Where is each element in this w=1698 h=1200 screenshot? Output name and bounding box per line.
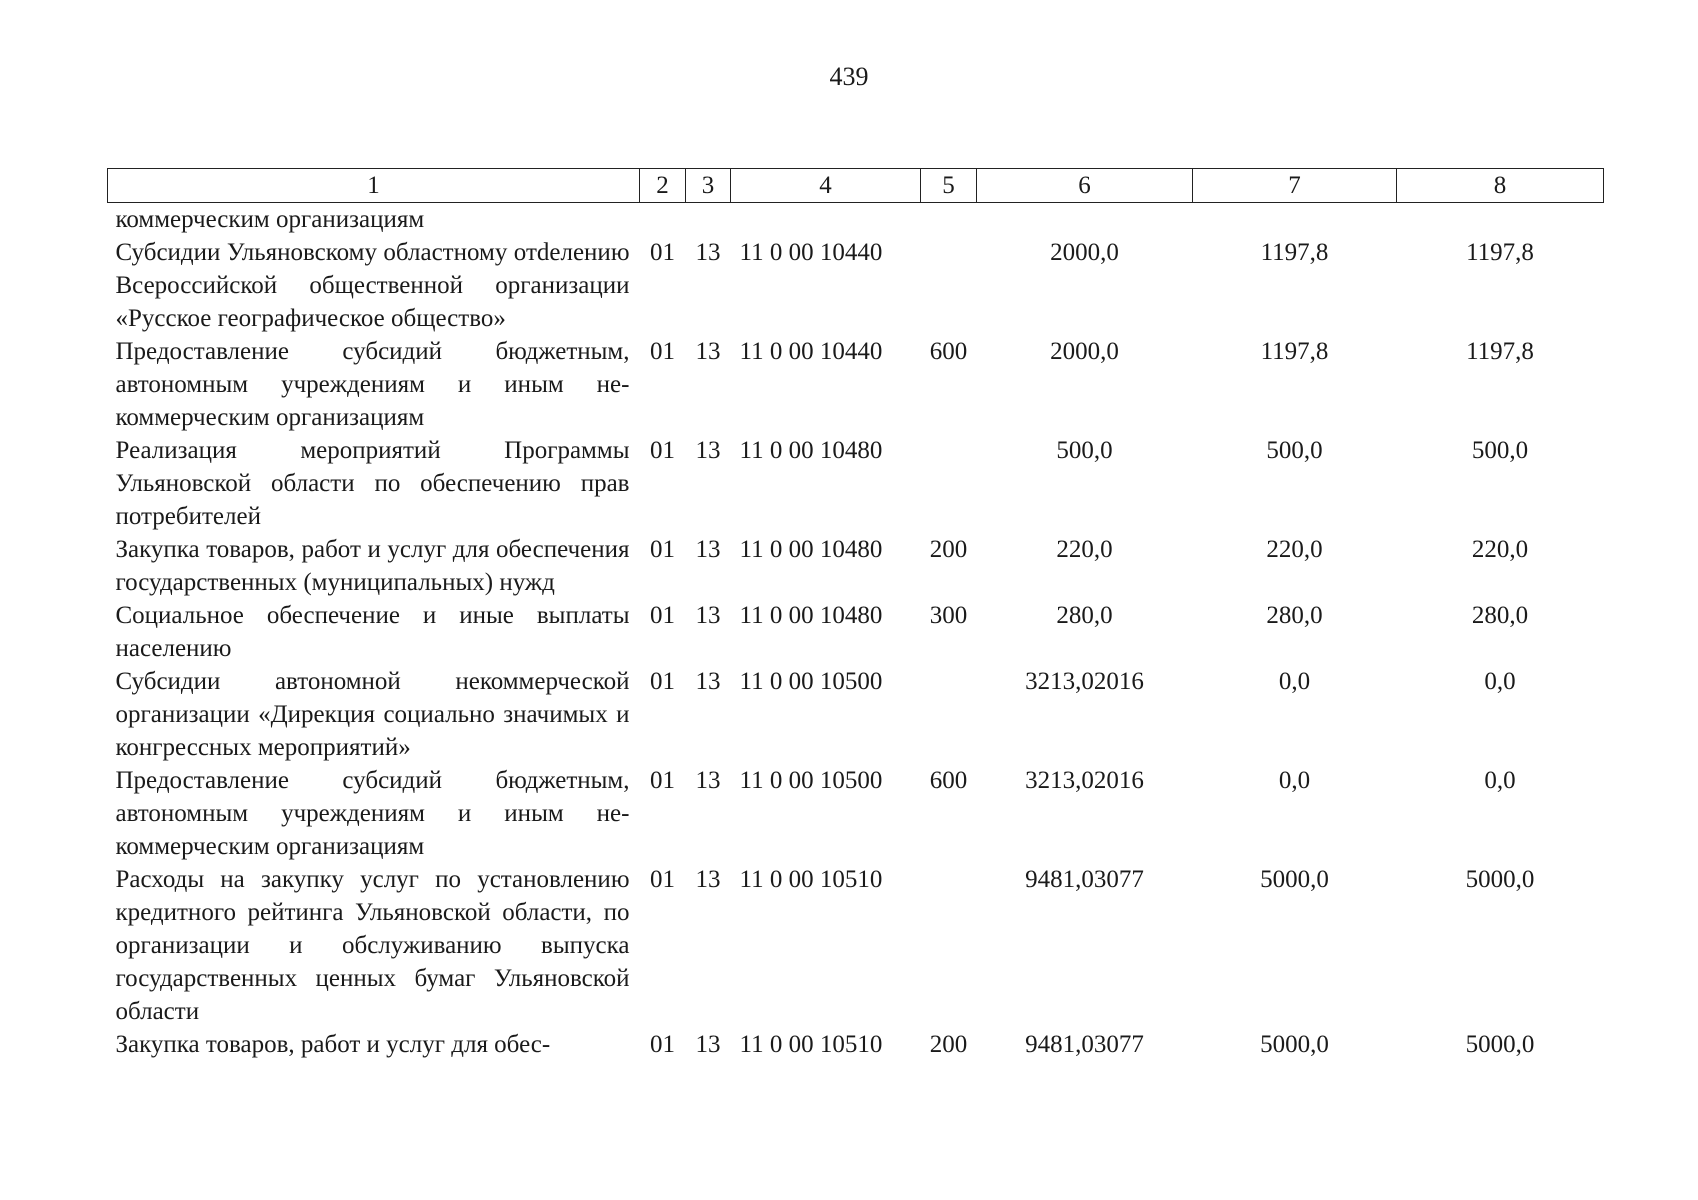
expense-type-code: 200 xyxy=(929,1031,968,1058)
amount-col-8: 500,0 xyxy=(1471,437,1529,464)
row-name: Социальное обеспечение и иные выплаты населению xyxy=(115,602,630,662)
column-header-7: 7 xyxy=(1193,169,1397,203)
target-article-code: 11 0 00 10510 xyxy=(739,1031,883,1058)
target-article-code: 11 0 00 10500 xyxy=(739,668,883,695)
target-article-code: 11 0 00 10510 xyxy=(739,866,883,893)
section-code: 01 xyxy=(650,1031,675,1058)
expense-type-code xyxy=(921,434,977,533)
row-name: Предоставление субсидий бюджетным, автономным учреждениям и иным некоммерческим организациям xyxy=(115,767,630,860)
amount-col-8 xyxy=(1397,203,1604,237)
table-header xyxy=(108,169,1604,203)
row-name: Реализация мероприятий Программы Ульяновской области по обеспечению прав потребителей xyxy=(115,437,630,530)
amount-col-6: 500,0 xyxy=(1056,437,1113,464)
table-row xyxy=(108,764,1604,863)
section-code: 01 xyxy=(650,602,675,629)
target-article-code: 11 0 00 10480 xyxy=(739,536,883,563)
section-code: 01 xyxy=(650,437,675,464)
page-number: 439 xyxy=(829,62,869,91)
expense-type-code: 600 xyxy=(929,338,968,365)
expense-type-code: 600 xyxy=(929,767,968,794)
budget-table xyxy=(107,168,1604,1061)
subsection-code: 13 xyxy=(695,602,721,629)
amount-col-7 xyxy=(1193,203,1397,237)
amount-col-8: 280,0 xyxy=(1471,602,1529,629)
target-article-code: 11 0 00 10440 xyxy=(739,338,883,365)
subsection-code: 13 xyxy=(695,338,721,365)
subsection-code: 13 xyxy=(695,668,721,695)
expense-type-code xyxy=(921,203,977,237)
expense-type-code xyxy=(921,665,977,764)
table-row xyxy=(108,1028,1604,1061)
row-name: Закупка товаров, работ и услуг для обеспечения государственных (муниципальных) нужд xyxy=(115,536,630,596)
column-header-8: 8 xyxy=(1397,169,1604,203)
amount-col-6: 3213,02016 xyxy=(1025,767,1144,794)
amount-col-6: 2000,0 xyxy=(1050,239,1119,266)
amount-col-6: 9481,03077 xyxy=(1025,866,1144,893)
amount-col-8: 0,0 xyxy=(1484,767,1516,794)
amount-col-6: 280,0 xyxy=(1056,602,1113,629)
expense-type-code xyxy=(921,236,977,335)
target-article-code xyxy=(731,203,921,237)
column-header-1: 1 xyxy=(108,169,640,203)
header-row xyxy=(108,169,1604,203)
table-row xyxy=(108,665,1604,764)
column-header-5: 5 xyxy=(921,169,977,203)
table-row xyxy=(108,863,1604,1028)
table-row xyxy=(108,236,1604,335)
target-article-code: 11 0 00 10480 xyxy=(739,602,883,629)
section-code xyxy=(640,203,686,237)
row-name: Субсидии Ульяновскому областному отdелению Всероссийской общественной организации «Русское географическое общество» xyxy=(115,239,630,332)
amount-col-7: 220,0 xyxy=(1266,536,1323,563)
amount-col-6: 3213,02016 xyxy=(1025,668,1144,695)
expense-type-code: 200 xyxy=(929,536,968,563)
subsection-code: 13 xyxy=(695,767,721,794)
amount-col-8: 5000,0 xyxy=(1465,866,1535,893)
section-code: 01 xyxy=(650,338,675,365)
target-article-code: 11 0 00 10500 xyxy=(739,767,883,794)
section-code: 01 xyxy=(650,866,675,893)
subsection-code: 13 xyxy=(695,1031,721,1058)
column-header-6: 6 xyxy=(977,169,1193,203)
amount-col-8: 0,0 xyxy=(1484,668,1516,695)
row-name: Субсидии автономной некоммерческой организации «Дирекция социально значимых и конгрессных мероприятий» xyxy=(115,668,630,761)
row-name: Закупка товаров, работ и услуг для обес- xyxy=(115,1031,551,1058)
subsection-code xyxy=(686,203,731,237)
amount-col-7: 1197,8 xyxy=(1260,338,1329,365)
amount-col-8: 5000,0 xyxy=(1465,1031,1535,1058)
table-body xyxy=(108,203,1604,1062)
section-code: 01 xyxy=(650,668,675,695)
row-name: Предоставление субсидий бюджетным, автономным учреждениям и иным некоммерческим организациям xyxy=(115,338,630,431)
expense-type-code: 300 xyxy=(929,602,968,629)
amount-col-7: 0,0 xyxy=(1278,668,1311,695)
row-name: коммерческим организациям xyxy=(115,206,425,233)
column-header-2: 2 xyxy=(640,169,686,203)
column-header-4: 4 xyxy=(731,169,921,203)
amount-col-8: 220,0 xyxy=(1471,536,1529,563)
subsection-code: 13 xyxy=(695,866,721,893)
amount-col-7: 1197,8 xyxy=(1260,239,1329,266)
amount-col-6: 2000,0 xyxy=(1050,338,1119,365)
amount-col-8: 1197,8 xyxy=(1466,239,1534,266)
amount-col-7: 0,0 xyxy=(1278,767,1311,794)
section-code: 01 xyxy=(650,536,675,563)
amount-col-7: 5000,0 xyxy=(1260,866,1329,893)
amount-col-7: 5000,0 xyxy=(1260,1031,1329,1058)
table-row xyxy=(108,203,1604,237)
table-row xyxy=(108,599,1604,665)
column-header-3: 3 xyxy=(686,169,731,203)
section-code: 01 xyxy=(650,767,675,794)
amount-col-8: 1197,8 xyxy=(1466,338,1534,365)
table-row xyxy=(108,533,1604,599)
expense-type-code xyxy=(921,863,977,1028)
target-article-code: 11 0 00 10440 xyxy=(739,239,883,266)
amount-col-7: 280,0 xyxy=(1266,602,1323,629)
amount-col-6 xyxy=(977,203,1193,237)
amount-col-6: 220,0 xyxy=(1056,536,1113,563)
target-article-code: 11 0 00 10480 xyxy=(739,437,883,464)
section-code: 01 xyxy=(650,239,675,266)
amount-col-6: 9481,03077 xyxy=(1025,1031,1144,1058)
subsection-code: 13 xyxy=(695,536,721,563)
subsection-code: 13 xyxy=(695,239,721,266)
table-row xyxy=(108,434,1604,533)
amount-col-7: 500,0 xyxy=(1266,437,1323,464)
subsection-code: 13 xyxy=(695,437,721,464)
row-name: Расходы на закупку услуг по установлению кредитного рейтинга Ульяновской области, по организации и обслуживанию выпуска государственных ценных бумаг Ульяновской области xyxy=(115,866,630,1025)
table-row xyxy=(108,335,1604,434)
